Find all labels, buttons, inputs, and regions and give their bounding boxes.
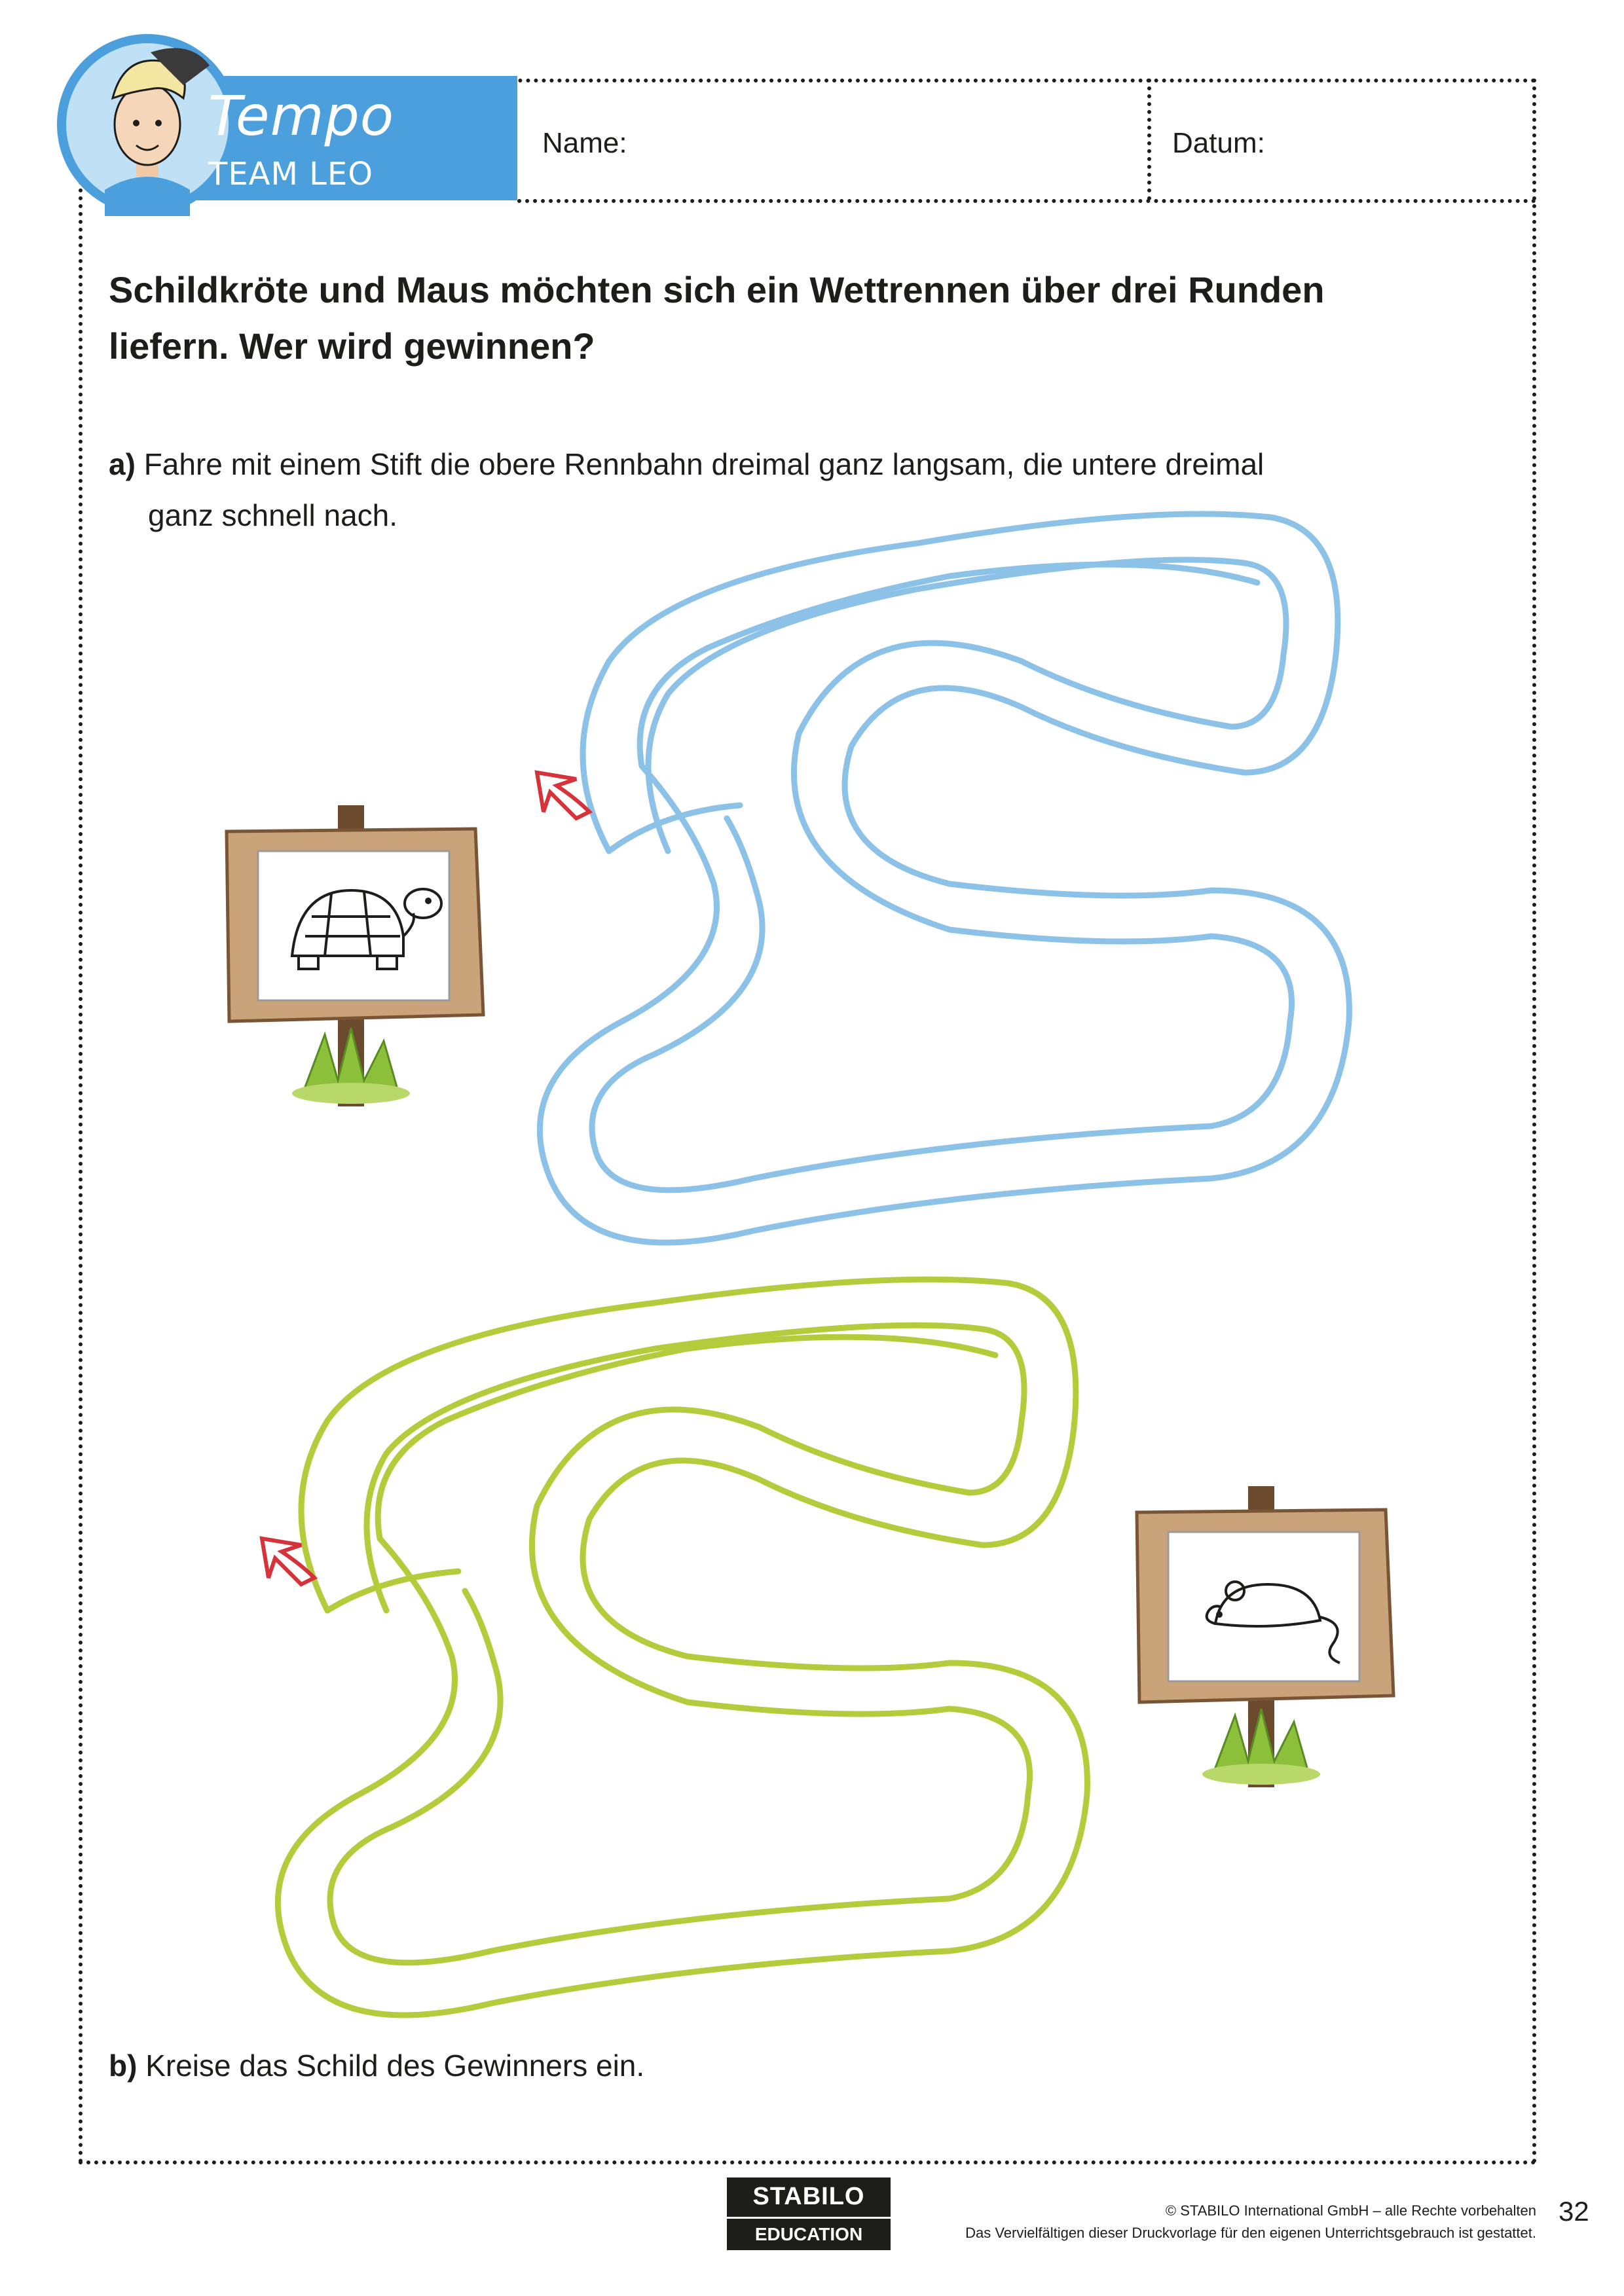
task-title-line-2: liefern. Wer wird gewinnen? [109,325,595,367]
copyright [851,2200,1536,2244]
name-label: Name: [542,127,627,159]
upper-track-outer [540,514,1349,1243]
copyright-line-1: © STABILO International GmbH – alle Rechte vorbehalten [1165,2202,1536,2219]
task-a-line-2: ganz schnell nach. [148,498,398,532]
brand-title: Tempo [208,84,395,148]
date-label: Datum: [1172,127,1265,159]
lower-track-inner [330,1325,1030,1963]
turtle-sign [227,805,483,1106]
lower-track-start-line [327,1571,458,1611]
logo-sub: EDUCATION [727,2217,891,2250]
logo-word: STABILO [752,2183,865,2210]
task-a-marker: a) [109,447,136,481]
task-b-text: Kreise das Schild des Gewinners ein. [145,2049,645,2083]
copyright-line-2: Das Vervielfältigen dieser Druckvorlage für den eigenen Unterrichtsgebrauch ist gestattet. [965,2225,1536,2241]
task-b [109,2048,644,2083]
page-number: 32 [1559,2196,1589,2227]
task-b-marker: b) [109,2049,138,2083]
upper-track [540,514,1349,1243]
mouse-sign [1137,1486,1393,1787]
task-title-line-1: Schildkröte und Maus möchten sich ein Wettrennen über drei Runden [109,269,1325,310]
task-a-line-1: Fahre mit einem Stift die obere Rennbahn dreimal ganz langsam, die untere dreimal [143,447,1264,481]
brand-subtitle: TEAM LEO [208,156,374,192]
upper-arrow-icon [537,773,589,818]
lower-track [278,1279,1087,2015]
lower-track-outer [278,1279,1087,2015]
